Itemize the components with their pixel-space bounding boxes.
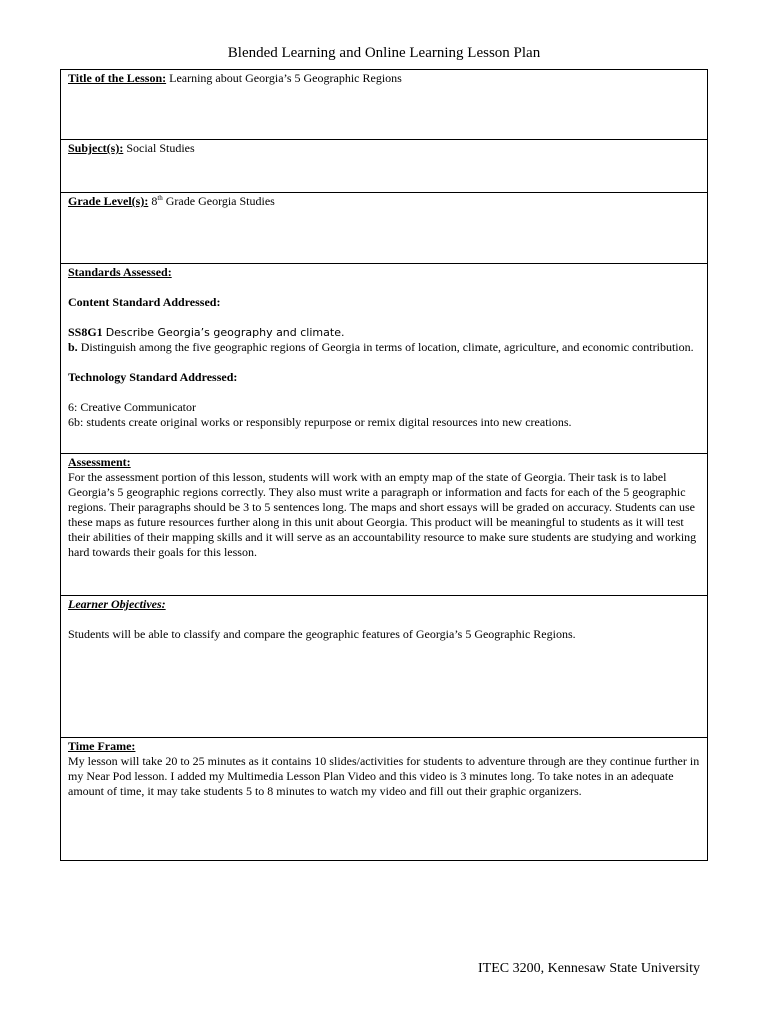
- assessment-label: Assessment:: [68, 455, 131, 469]
- cell-subjects: [61, 140, 708, 193]
- standard-item: [68, 340, 700, 355]
- cell-standards: [61, 264, 708, 454]
- objectives-label: Learner Objectives:: [68, 597, 166, 611]
- row-objectives: [61, 596, 708, 738]
- grade-level-value: 8th Grade Georgia Studies: [151, 194, 275, 208]
- row-subjects: [61, 140, 708, 193]
- row-standards: [61, 264, 708, 454]
- technology-standard-line-1: 6: Creative Communicator: [68, 400, 196, 414]
- time-frame-label: Time Frame:: [68, 739, 136, 753]
- standards-label: Standards Assessed:: [68, 265, 172, 279]
- cell-grade-level: [61, 193, 708, 264]
- cell-objectives: [61, 596, 708, 738]
- page-title: Blended Learning and Online Learning Lesson Plan: [227, 45, 541, 61]
- cell-time-frame: [61, 738, 708, 861]
- standard-code: SS8G1: [68, 325, 103, 339]
- technology-standard-heading: Technology Standard Addressed:: [68, 370, 238, 384]
- standard-code-desc: Describe Georgia’s geography and climate.: [105, 326, 345, 339]
- time-frame-text: My lesson will take 20 to 25 minutes as it contains 10 slides/activities for students to adventure through are they continue further in my Near Pod lesson. I added my Multimedia Lesson Plan Video and this video is 3 minutes long. To take notes in an adequate amount of time, it may take students 5 to 8 minutes to watch my video and fill out their graphic organizers.: [68, 754, 700, 798]
- standard-item-text: Distinguish among the five geographic regions of Georgia in terms of location, climate, agriculture, and economic contribution.: [80, 340, 694, 354]
- grade-level-label: Grade Level(s):: [68, 194, 149, 208]
- lesson-title-value: Learning about Georgia’s 5 Geographic Regions: [169, 71, 402, 85]
- lesson-title-label: Title of the Lesson:: [68, 71, 167, 85]
- standard-code-line: [68, 325, 700, 340]
- lesson-plan-table: [60, 69, 708, 861]
- cell-lesson-title: [61, 70, 708, 140]
- assessment-text: For the assessment portion of this lesson, students will work with an empty map of the state of Georgia. Their task is to label Georgia’s 5 geographic regions correctly. They also must write a paragraph or information and facts for each of the 5 geographic regions. Their paragraphs should be 3 to 5 sentences long. The maps and short essays will be graded on accuracy. Students can use these maps as future resources further along in this unit about Georgia. This product will be meaningful to students as it will test their abilities of their mapping skills and it will serve as an accountability resource to make sure students are studying and working hard towards their goals for this lesson.: [68, 470, 697, 559]
- subjects-label: Subject(s):: [68, 141, 124, 155]
- row-lesson-title: [61, 70, 708, 140]
- standard-item-letter: b.: [68, 340, 78, 354]
- subjects-value: Social Studies: [126, 141, 195, 155]
- footer-text: ITEC 3200, Kennesaw State University: [477, 961, 700, 976]
- objectives-text: Students will be able to classify and compare the geographic features of Georgia’s 5 Geographic Regions.: [68, 627, 576, 641]
- row-assessment: [61, 454, 708, 596]
- row-time-frame: [61, 738, 708, 861]
- technology-standard-line-2: 6b: students create original works or responsibly repurpose or remix digital resources into new creations.: [68, 415, 572, 429]
- row-grade-level: [61, 193, 708, 264]
- content-standard-heading: Content Standard Addressed:: [68, 295, 221, 309]
- cell-assessment: [61, 454, 708, 596]
